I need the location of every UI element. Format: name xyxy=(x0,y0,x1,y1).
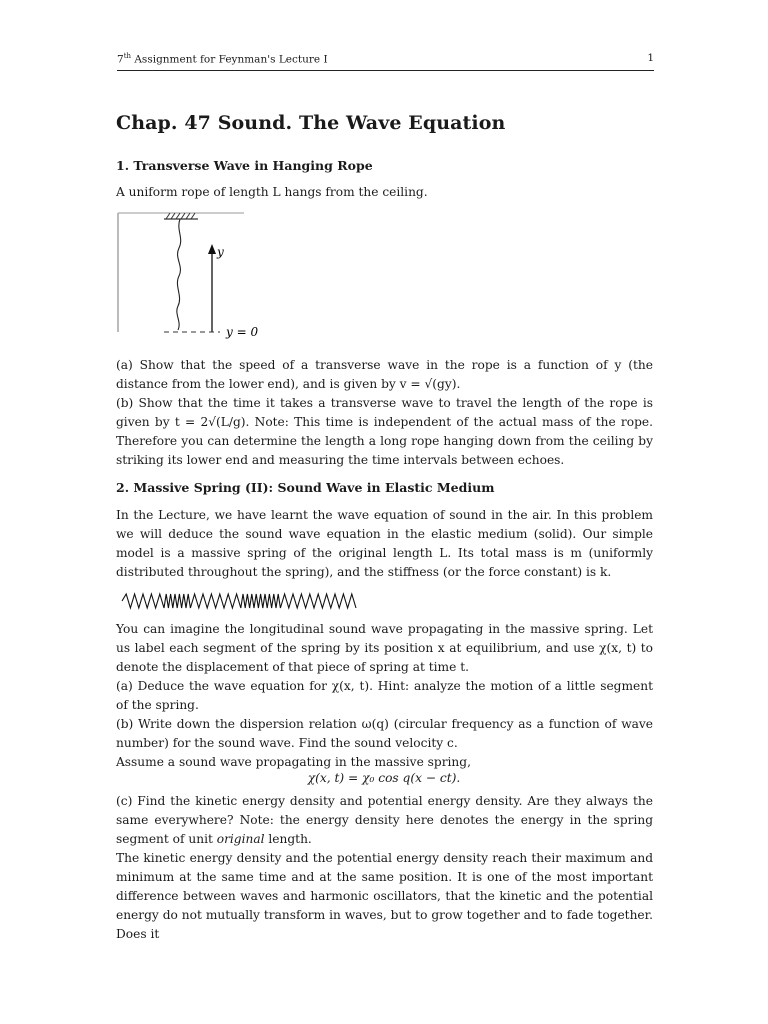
section2-part-c: (c) Find the kinetic energy density and potential energy density. Are they always the same everywhere? Note: the energy density here denotes the energy in the spring segment of unit original length. xyxy=(116,794,653,846)
section2-intro: In the Lecture, we have learnt the wave equation of sound in the air. In this problem we will deduce the sound wave equation in the elastic medium (solid). Our simple model is a massive spring of the original length L. Its total mass is m (uniformly distributed throughout the spring), and the stiffness (or the force constant) is k. xyxy=(116,508,653,579)
wave-formula: χ(x, t) = χ₀ cos q(x − ct). xyxy=(307,771,461,785)
section2-part-a: (a) Deduce the wave equation for χ(x, t). Hint: analyze the motion of a little segment of the spring. xyxy=(116,679,653,712)
header-title: 7th Assignment for Feynman's Lecture I xyxy=(117,52,328,66)
section2-body1: You can imagine the longitudinal sound wave propagating in the massive spring. Let us label each segment of the spring by its position x at equilibrium, and use χ(x, t) to denote the displacement of that piece of spring at time t. xyxy=(116,622,653,674)
spring-illustration xyxy=(120,590,360,612)
section1-part-b: (b) Show that the time it takes a transverse wave to travel the length of the rope is given by t = 2√(L/g). Note: This time is independent of the actual mass of the rope. Therefore you can determine the length a long rope hanging down from the ceiling by striking its lower end and measuring the time intervals between echoes. xyxy=(116,396,653,467)
hanging-rope-figure xyxy=(116,210,286,340)
chapter-title: Chap. 47 Sound. The Wave Equation xyxy=(116,112,506,134)
section2-heading: 2. Massive Spring (II): Sound Wave in Elastic Medium xyxy=(116,480,495,495)
section2-assume: Assume a sound wave propagating in the massive spring, xyxy=(116,755,471,769)
section2-part-b: (b) Write down the dispersion relation ω(q) (circular frequency as a function of wave number) for the sound wave. Find the sound velocity c. xyxy=(116,717,653,750)
section1-heading: 1. Transverse Wave in Hanging Rope xyxy=(116,158,373,173)
zero-label: y = 0 xyxy=(226,325,259,339)
section1-intro: A uniform rope of length L hangs from the ceiling. xyxy=(116,185,428,199)
section1-part-a: (a) Show that the speed of a transverse wave in the rope is a function of y (the distance from the lower end), and is given by v = √(gy). xyxy=(116,358,653,391)
running-header xyxy=(117,52,654,71)
y-axis-label: y xyxy=(217,245,224,259)
rope-shape xyxy=(177,219,181,330)
section2-closing: The kinetic energy density and the potential energy density reach their maximum and minimum at the same time and at the same position. It is one of the most important difference between waves and harmonic oscillators, that the kinetic and the potential energy do not mutually transform in waves, but to grow together and to fade together. Does it xyxy=(116,851,653,941)
page-number: 1 xyxy=(647,52,654,64)
